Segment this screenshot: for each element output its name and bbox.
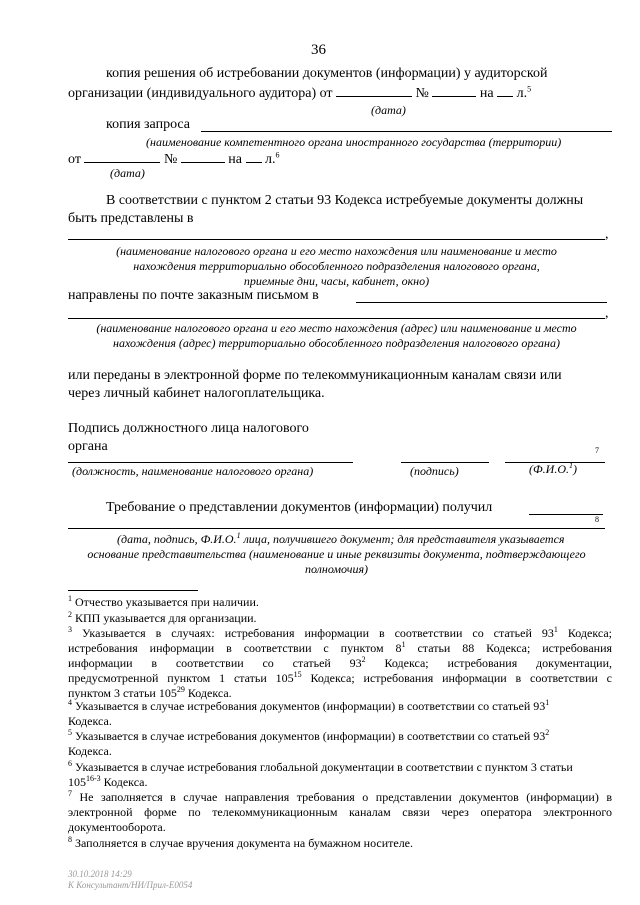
signature-sup7: 7 bbox=[595, 446, 599, 455]
footnote-3: $^3$ Указывается в случаях: истребования информации в соответствии со статьей $93^1$ Кодекса; истребования информации в соответствии с пунктом $8^1$ статьи 88 Кодекса; истребования информации в соответствии со статьей $93^2$ Кодекса; истребования документации, предусмотренной пунктом 1 статьи $105^{15}$ Кодекса; истребования информации в соответствии с пунктом 3 статьи $105^{29}$ Кодекса. bbox=[68, 625, 613, 700]
position-line bbox=[68, 462, 353, 463]
sign-note: (подпись) bbox=[410, 464, 459, 478]
signature-label-line2: органа bbox=[68, 439, 108, 454]
footnote-4: $^4$ Указывается в случае истребования документов (информации) в соответствии со статьей $93^1$ Кодекса. bbox=[68, 698, 550, 728]
page-number: 36 bbox=[311, 42, 326, 58]
sign-line bbox=[401, 462, 489, 463]
receipt-sup8: 8 bbox=[595, 515, 599, 524]
request-authority-line bbox=[201, 131, 612, 132]
request-date-line: от № на л.$^6$ bbox=[68, 150, 280, 167]
submission-line1: В соответствии с пунктом 2 статьи 93 Кодекса истребуемые документы должны bbox=[106, 193, 584, 208]
mail-note-1: (наименование налогового органа и его место нахождения (адрес) или наименование и место bbox=[96, 321, 577, 335]
decision-date-note: (дата) bbox=[371, 103, 406, 117]
submission-comma: , bbox=[605, 227, 609, 242]
print-stamp: 30.10.2018 14:29 К Консультант/НИ/Прил-Е0054 bbox=[68, 869, 193, 890]
submission-note-3: приемные дни, часы, кабинет, окно) bbox=[243, 274, 430, 288]
receipt-note-2: основание представительства (наименование и иные реквизиты документа, подтверждающего bbox=[87, 547, 586, 561]
submission-note-1: (наименование налогового органа и его место нахождения или наименование и место bbox=[116, 244, 557, 258]
submission-place-line bbox=[68, 239, 605, 240]
position-note: (должность, наименование налогового органа) bbox=[72, 464, 314, 478]
decision-copy-line1: копия решения об истребовании документов (информации) у аудиторской bbox=[106, 66, 548, 81]
footnote-2: $^2$ КПП указывается для организации. bbox=[68, 610, 257, 625]
footnote-7: $^7$ Не заполняется в случае направления требования о представлении документов (информации) в электронной форме по телекоммуникационным каналам связи через оператора электронного документооборота. bbox=[68, 789, 612, 834]
signature-label-line1: Подпись должностного лица налогового bbox=[68, 421, 309, 436]
footnote-8: $^8$ Заполняется в случае вручения документа на бумажном носителе. bbox=[68, 835, 414, 850]
receipt-line-2 bbox=[68, 528, 605, 529]
request-authority-note: (наименование компетентного органа иностранного государства (территории) bbox=[146, 135, 562, 149]
submission-note-2: нахождения территориально обособленного подразделения налогового органа, bbox=[133, 259, 540, 273]
mail-note-2: нахождения (адрес) территориально обособленного подразделения налогового органа) bbox=[113, 336, 560, 350]
receipt-line-1 bbox=[529, 514, 603, 515]
submission-line2: быть представлены в bbox=[68, 211, 194, 226]
mail-label: направлены по почте заказным письмом в bbox=[68, 288, 319, 303]
electronic-line2: через личный кабинет налогоплательщика. bbox=[68, 386, 325, 401]
mail-place-line-1 bbox=[356, 302, 607, 303]
footnote-separator bbox=[68, 590, 198, 591]
receipt-note-3: полномочия) bbox=[304, 562, 369, 576]
request-copy-label: копия запроса bbox=[106, 117, 191, 132]
electronic-line1: или переданы в электронной форме по телекоммуникационным каналам связи или bbox=[68, 368, 562, 383]
footnote-6: $^6$ Указывается в случае истребования глобальной документации в соответствии с пунктом 3 статьи 105$^{16-3}$ Кодекса. bbox=[68, 759, 573, 789]
receipt-note-1: (дата, подпись, Ф.И.О.$^1$ лица, получившего документ; для представителя указывается bbox=[117, 531, 565, 546]
mail-place-line-2 bbox=[68, 318, 605, 319]
footnote-5: $^5$ Указывается в случае истребования документов (информации) в соответствии со статьей $93^2$ Кодекса. bbox=[68, 728, 550, 758]
fio-note: (Ф.И.О.$^1$) bbox=[529, 461, 577, 476]
request-date-note: (дата) bbox=[110, 166, 145, 180]
decision-copy-line2: организации (индивидуального аудитора) от № на л.$^5$ bbox=[68, 84, 532, 101]
mail-comma: , bbox=[605, 306, 609, 321]
footnote-1: $^1$ Отчество указывается при наличии. bbox=[68, 594, 259, 609]
receipt-label: Требование о представлении документов (информации) получил bbox=[106, 500, 493, 515]
